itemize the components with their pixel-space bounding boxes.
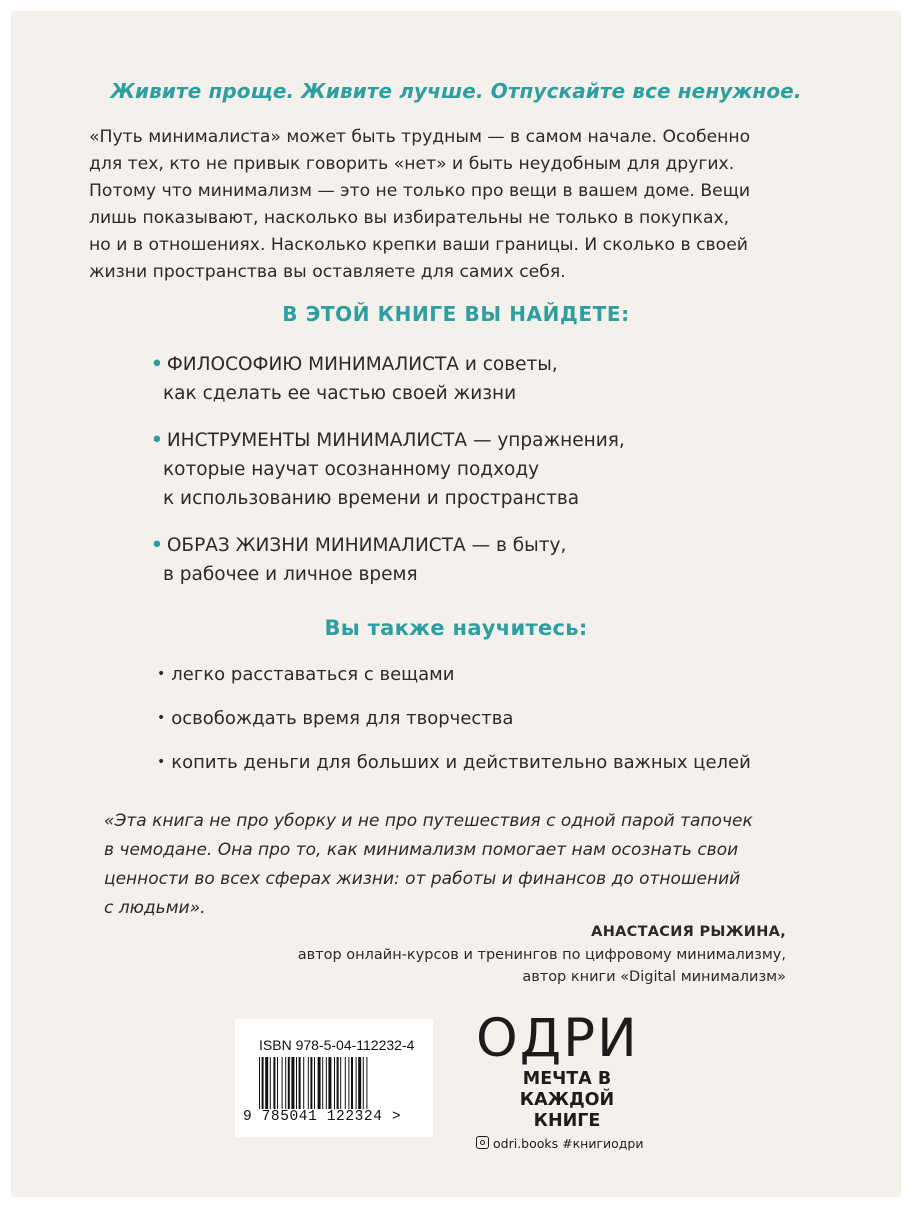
list-item-text: ФИЛОСОФИЮ МИНИМАЛИСТА и советы,: [166, 354, 558, 375]
instagram-icon: [476, 1136, 489, 1149]
intro-line: Потому что минимализм — это не только про вещи в вашем доме. Вещи: [89, 181, 751, 201]
quote-line: в чемодане. Она про то, как минимализм помогает нам осознать свои: [104, 840, 739, 860]
bullet-icon: •: [151, 430, 163, 451]
tagline: Живите проще. Живите лучше. Отпускайте все ненужное.: [110, 79, 802, 103]
barcode-icon: [259, 1057, 419, 1109]
author-credential: автор онлайн-курсов и тренингов по цифровому минимализму,: [297, 946, 786, 963]
bullet-icon: •: [157, 666, 166, 682]
list-item: [157, 747, 857, 791]
quote-line: с людьми».: [104, 898, 206, 918]
social-handle: odri.books #книгиодри: [493, 1136, 644, 1151]
isbn-barcode-box: [235, 1019, 433, 1137]
list-item: [151, 426, 851, 513]
list-item-text: освобождать время для творчества: [171, 708, 514, 729]
bullet-icon: •: [151, 535, 163, 556]
publisher-logo: ОДРИ: [476, 1008, 639, 1069]
list-item: [151, 531, 851, 589]
list-item-text: как сделать ее частью своей жизни: [163, 383, 517, 404]
publisher-social: [476, 1136, 661, 1151]
slogan-line: МЕЧТА В КАЖДОЙ: [519, 1069, 615, 1110]
list-item-text: ИНСТРУМЕНТЫ МИНИМАЛИСТА — упражнения,: [166, 430, 625, 451]
back-cover: [11, 11, 901, 1197]
list-item-text: копить деньги для больших и действительно важных целей: [171, 752, 751, 773]
bullet-icon: •: [151, 354, 163, 375]
bullet-icon: •: [157, 754, 166, 770]
intro-line: «Путь минималиста» может быть трудным — в самом начале. Особенно: [89, 127, 751, 147]
intro-paragraph: [89, 124, 829, 286]
publisher-slogan: [476, 1069, 658, 1132]
list-item-text: к использованию времени и пространства: [163, 488, 580, 509]
list-item: [157, 703, 857, 747]
isbn-label: ISBN 978-5-04-112232-4: [259, 1037, 415, 1053]
author-name: АНАСТАСИЯ РЫЖИНА,: [591, 924, 786, 940]
slogan-line: КНИГЕ: [533, 1111, 601, 1131]
publisher-block: [476, 1009, 661, 1151]
intro-line: лишь показывают, насколько вы избирательны не только в покупках,: [89, 208, 730, 228]
intro-line: но и в отношениях. Насколько крепки ваши границы. И сколько в своей: [89, 235, 748, 255]
learn-heading: Вы также научитесь:: [324, 616, 588, 640]
list-item-text: ОБРАЗ ЖИЗНИ МИНИМАЛИСТА — в быту,: [166, 535, 567, 556]
list-item: [151, 350, 851, 408]
find-list: [151, 350, 851, 607]
find-heading: В ЭТОЙ КНИГЕ ВЫ НАЙДЕТЕ:: [282, 302, 630, 326]
quote-line: ценности во всех сферах жизни: от работы и финансов до отношений: [104, 869, 741, 889]
list-item-text: легко расставаться с вещами: [171, 664, 455, 685]
list-item-text: которые научат осознанному подходу: [163, 459, 540, 480]
intro-line: жизни пространства вы оставляете для самих себя.: [89, 262, 566, 282]
intro-line: для тех, кто не привык говорить «нет» и быть неудобным для других.: [89, 154, 735, 174]
author-credential: автор книги «Digital минимализм»: [522, 969, 786, 985]
bullet-icon: •: [157, 710, 166, 726]
learn-list: [157, 659, 857, 791]
review-quote: [104, 807, 824, 923]
quote-line: «Эта книга не про уборку и не про путешествия с одной парой тапочек: [104, 811, 753, 831]
list-item-text: в рабочее и личное время: [163, 564, 418, 585]
list-item: [157, 659, 857, 703]
barcode-digits: 9 785041 122324 >: [243, 1109, 402, 1125]
quote-attribution: [298, 921, 786, 989]
